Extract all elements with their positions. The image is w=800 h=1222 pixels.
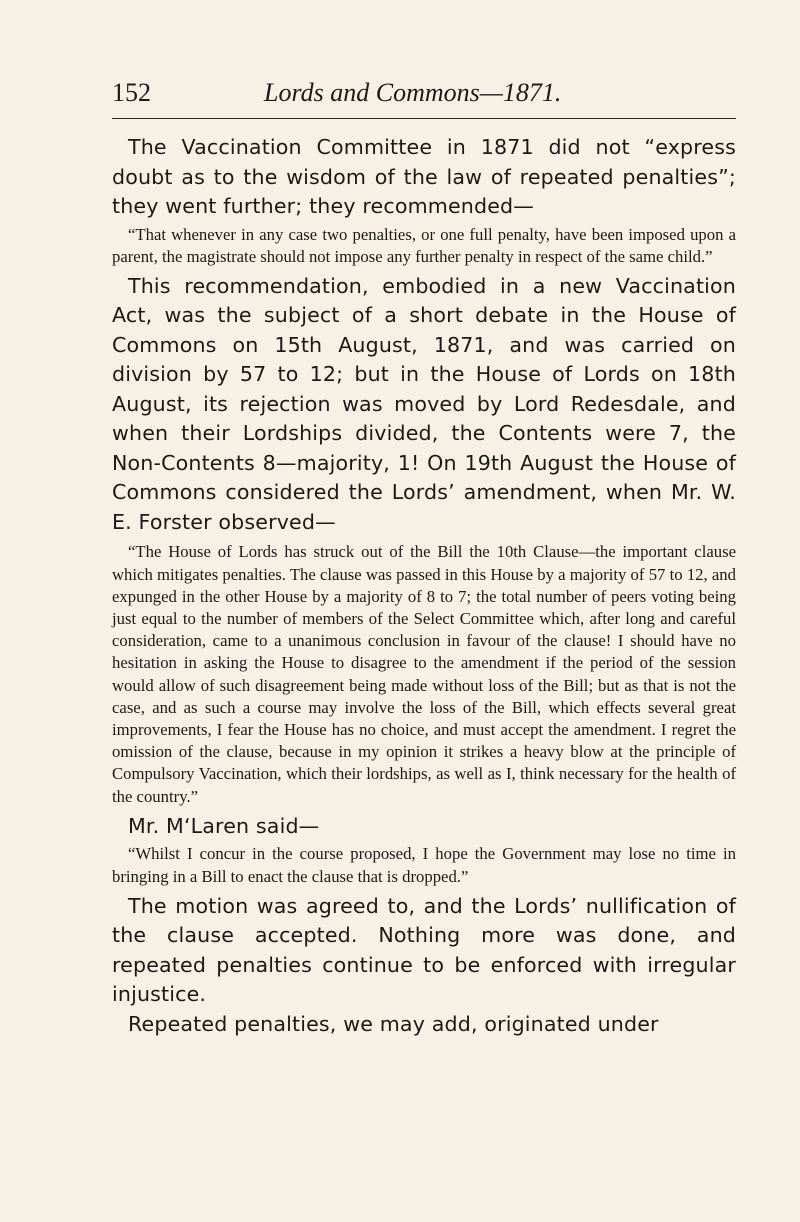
paragraph-debate: This recommendation, embodied in a new Vaccination Act, was the subject of a short debate in the House of Commons on 15th August, 1871, and was carried on division by 57 to 12; but in the House of Lords on 18th August, its rejection was moved by Lord Redesdale, and when their Lordships divided, the Contents were 7, the Non-Contents 8—majority, 1! On 19th August the House of Commons considered the Lords’ amendment, when Mr. W. E. Forster observed— (112, 273, 736, 534)
paragraph-committee: The Vaccination Committee in 1871 did not “express doubt as to the wisdom of the law of repeated penalties”; they went further; they recommended— (112, 135, 736, 218)
page-header (112, 78, 736, 119)
page-body (112, 133, 736, 1039)
page-number: 152 (112, 78, 151, 107)
paragraph-repeated-penalties: Repeated penalties, we may add, originated under (128, 1011, 659, 1036)
paragraph-mclaren: Mr. M‘Laren said— (128, 813, 320, 838)
quote-recommendation: “That whenever in any case two penalties, or one full penalty, have been imposed upon a parent, the magistrate should not impose any further penalty in respect of the same child.” (112, 224, 736, 266)
quote-mclaren: “Whilst I concur in the course proposed, I hope the Government may lose no time in bringing in a Bill to enact the clause that is dropped.” (112, 844, 736, 886)
running-title: Lords and Commons—1871. (264, 78, 562, 107)
quote-forster: “The House of Lords has struck out of the Bill the 10th Clause—the important clause which mitigates penalties. The clause was passed in this House by a majority of 57 to 12, and expunged in the other House by a majority of 8 to 7; the total number of peers voting being just equal to the number of members of the Select Committee which, after long and careful consideration, came to a unanimous conclusion in favour of the clause! I should have no hesitation in asking the House to disagree to the amendment if the period of the session would allow of such disagreement being made without loss of the Bill; but as that is not the case, and as such a course may involve the loss of the Bill, which effects several great improvements, I fear the House has no choice, and must accept the amendment. I regret the omission of the clause, because in my opinion it strikes a heavy blow at the principle of Compulsory Vaccination, which their lordships, as well as I, think necessary for the health of the country.” (112, 542, 736, 806)
paragraph-motion: The motion was agreed to, and the Lords’ nullification of the clause accepted. Nothing more was done, and repeated penalties continue to be enforced with irregular injustice. (112, 893, 736, 1007)
